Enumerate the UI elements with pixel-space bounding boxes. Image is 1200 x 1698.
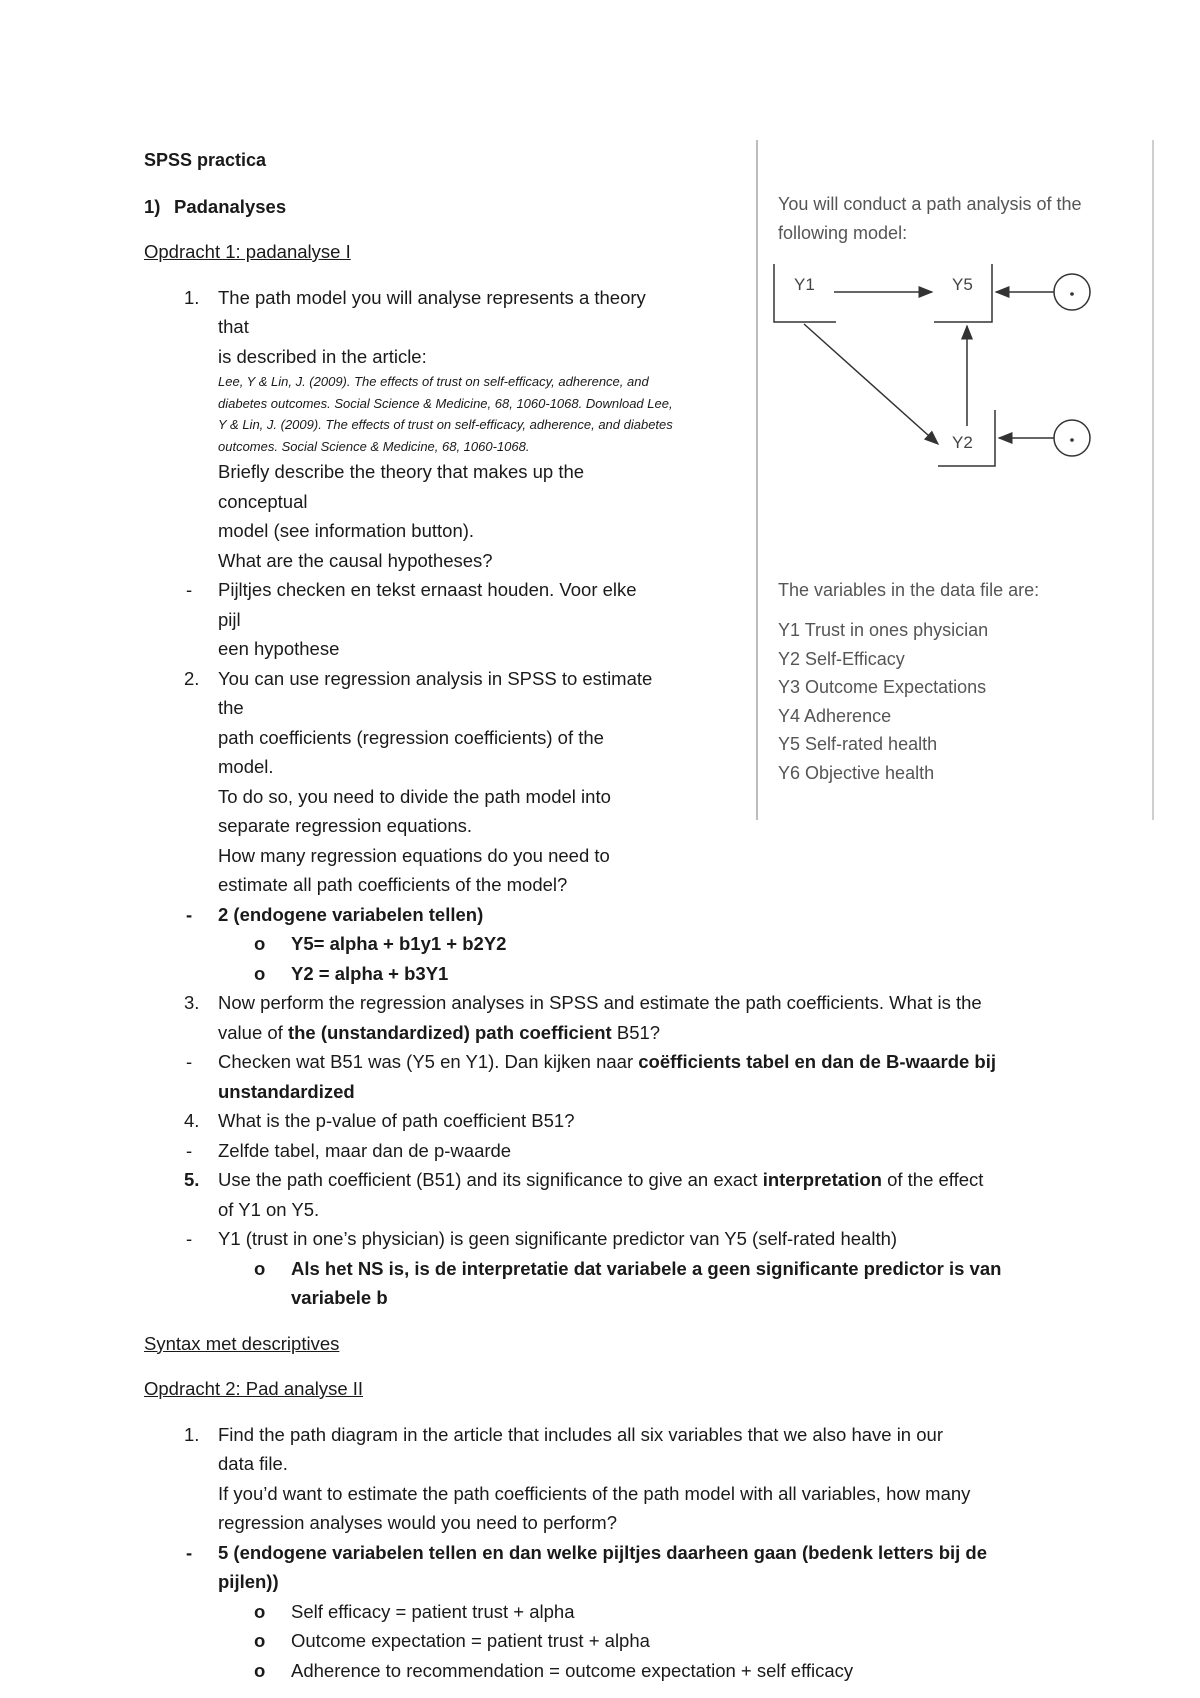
dash-bullet: - bbox=[186, 1139, 193, 1161]
answer-text: Y1 (trust in one’s physician) is geen significante predictor van Y5 (self-rated health) bbox=[218, 1228, 898, 1249]
y2-label: Y2 bbox=[952, 433, 973, 452]
answer-1 bbox=[144, 575, 664, 664]
question-text: path coefficients (regression coefficients) of the model. bbox=[218, 726, 604, 777]
dash-bullet: - bbox=[186, 1051, 193, 1072]
text-span-bold: coëfficients tabel en dan de B-waarde bij bbox=[638, 1051, 997, 1072]
answer-3 bbox=[144, 1047, 1064, 1106]
answer-text: 5 (endogene variabelen tellen en dan welke pijltjes daarheen gaan (bedenk letters bij de bbox=[218, 1541, 988, 1563]
answer-text: 2 (endogene variabelen tellen) bbox=[218, 903, 484, 925]
equation-text: Y5= alpha + b1y1 + b2Y2 bbox=[291, 933, 507, 954]
question-text bbox=[218, 1165, 1064, 1195]
question-text: How many regression equations do you need to bbox=[218, 844, 610, 866]
answer-text: Pijltjes checken en tekst ernaast houden. Voor elke pijl bbox=[218, 579, 637, 630]
circle-bullet: o bbox=[254, 1630, 266, 1651]
arrow-y1-y2 bbox=[804, 324, 938, 444]
question-1 bbox=[144, 283, 664, 372]
reference-line: Lee, Y & Lin, J. (2009). The effects of trust on self-efficacy, adherence, and bbox=[218, 374, 649, 389]
text-span: of the effect bbox=[881, 1169, 984, 1190]
circle-bullet: o bbox=[254, 1257, 266, 1279]
question-1-cont bbox=[144, 457, 664, 575]
y5-label: Y5 bbox=[952, 275, 973, 294]
panel-border-right bbox=[1152, 140, 1154, 820]
document-title: SPSS practica bbox=[144, 150, 267, 170]
syntax-heading: Syntax met descriptives bbox=[144, 1332, 340, 1354]
y1-label: Y1 bbox=[794, 275, 815, 294]
question-text: data file. bbox=[218, 1453, 288, 1474]
text-span: B51? bbox=[611, 1021, 661, 1043]
question-text: The path model you will analyse represents a theory that bbox=[218, 286, 646, 337]
equation-text: Y2 = alpha + b3Y1 bbox=[291, 962, 449, 984]
question-4 bbox=[144, 1106, 1064, 1136]
item-text: Outcome expectation = patient trust + alpha bbox=[291, 1630, 650, 1651]
answer-text: pijlen)) bbox=[218, 1571, 279, 1592]
question-text bbox=[218, 1018, 1064, 1048]
opdracht1-heading: Opdracht 1: padanalyse I bbox=[144, 241, 351, 262]
question-text: What is the p-value of path coefficient B51? bbox=[218, 1110, 575, 1131]
section-title: Padanalyses bbox=[174, 195, 287, 217]
circle-bullet: o bbox=[254, 1600, 266, 1622]
question-text: If you’d want to estimate the path coefficients of the path model with all variables, how many bbox=[218, 1482, 971, 1504]
panel-intro-line: You will conduct a path analysis of the bbox=[778, 194, 1082, 214]
dash-bullet: - bbox=[186, 579, 193, 600]
question-text: of Y1 on Y5. bbox=[218, 1198, 320, 1220]
question-number: 1. bbox=[184, 1423, 200, 1445]
panel-intro bbox=[778, 190, 1118, 247]
reference-line: outcomes. Social Science & Medicine, 68, 1060-1068. bbox=[218, 438, 530, 454]
answer-4 bbox=[144, 1136, 1064, 1166]
y5-node bbox=[934, 264, 992, 322]
question-number: 3. bbox=[184, 992, 200, 1013]
path-diagram bbox=[772, 260, 1152, 500]
error-dot bbox=[1070, 292, 1074, 296]
dash-bullet: - bbox=[186, 1228, 193, 1249]
reference-line: Y & Lin, J. (2009). The effects of trust on self-efficacy, adherence, and diabetes bbox=[218, 417, 673, 432]
answer-2 bbox=[144, 900, 664, 930]
question-number: 1. bbox=[184, 286, 200, 308]
circle-bullet: o bbox=[254, 1659, 266, 1681]
dash-bullet: - bbox=[186, 1541, 193, 1563]
text-span-bold: the (unstandardized) path coefficient bbox=[287, 1021, 612, 1043]
opdracht2-heading: Opdracht 2: Pad analyse II bbox=[144, 1378, 364, 1399]
error-dot bbox=[1070, 438, 1074, 442]
question-text: model (see information button). bbox=[218, 520, 475, 541]
answer-text: een hypothese bbox=[218, 638, 340, 659]
panel-border-left bbox=[756, 140, 758, 820]
question-text: Briefly describe the theory that makes up the conceptual bbox=[218, 461, 585, 512]
variable-item: Y6 Objective health bbox=[778, 762, 935, 783]
text-span: Use the path coefficient (B51) and its significance to give an exact bbox=[218, 1169, 763, 1190]
answer-text: Als het NS is, is de interpretatie dat variabele a geen significante predictor is van bbox=[291, 1257, 1002, 1279]
reference-line: diabetes outcomes. Social Science & Medicine, 68, 1060-1068. Download Lee, bbox=[218, 395, 673, 411]
path-model-panel bbox=[756, 140, 1156, 820]
question-text: is described in the article: bbox=[218, 345, 427, 367]
question-number: 5. bbox=[184, 1169, 200, 1190]
question-text: separate regression equations. bbox=[218, 815, 473, 836]
question-3 bbox=[144, 988, 1064, 1047]
opdracht2-question-1 bbox=[144, 1420, 1064, 1538]
error-term-y2 bbox=[1054, 420, 1090, 456]
question-text: You can use regression analysis in SPSS to estimate the bbox=[218, 667, 653, 718]
variable-item: Y4 Adherence bbox=[778, 705, 892, 726]
opdracht2-item bbox=[144, 1626, 1064, 1656]
variable-item: Y3 Outcome Expectations bbox=[778, 677, 987, 697]
question-5 bbox=[144, 1165, 1064, 1224]
text-span-bold: interpretation bbox=[762, 1169, 882, 1190]
answer-5-sub bbox=[144, 1254, 1064, 1313]
opdracht2-item bbox=[144, 1656, 1064, 1686]
question-text: estimate all path coefficients of the model? bbox=[218, 874, 568, 895]
item-text: Adherence to recommendation = outcome expectation + self efficacy bbox=[291, 1659, 854, 1681]
question-text: To do so, you need to divide the path model into bbox=[218, 785, 611, 807]
dash-bullet: - bbox=[186, 903, 193, 925]
question-text: Find the path diagram in the article that includes all six variables that we also have in our bbox=[218, 1423, 943, 1445]
variable-item: Y5 Self-rated health bbox=[778, 734, 938, 754]
article-reference bbox=[144, 371, 718, 457]
circle-bullet: o bbox=[254, 933, 266, 954]
circle-bullet: o bbox=[254, 962, 266, 984]
equation-2 bbox=[144, 959, 664, 989]
variable-item: Y1 Trust in ones physician bbox=[778, 620, 989, 640]
item-text: Self efficacy = patient trust + alpha bbox=[291, 1600, 575, 1622]
answer-text: unstandardized bbox=[218, 1080, 355, 1102]
equation-1 bbox=[144, 929, 664, 959]
panel-intro-line: following model: bbox=[778, 222, 908, 243]
error-term-y5 bbox=[1054, 274, 1090, 310]
answer-text: variabele b bbox=[291, 1287, 388, 1308]
question-2 bbox=[144, 664, 664, 900]
text-span: Checken wat B51 was (Y5 en Y1). Dan kijken naar bbox=[218, 1051, 639, 1072]
variable-item: Y2 Self-Efficacy bbox=[778, 648, 905, 669]
opdracht2-answer-1 bbox=[144, 1538, 1064, 1597]
answer-text bbox=[218, 1047, 1064, 1077]
section-number: 1) bbox=[144, 195, 161, 217]
answer-text: Zelfde tabel, maar dan de p-waarde bbox=[218, 1139, 512, 1161]
question-number: 2. bbox=[184, 667, 200, 689]
text-span: value of bbox=[218, 1021, 288, 1043]
question-text: regression analyses would you need to perform? bbox=[218, 1512, 618, 1533]
variables-title: The variables in the data file are: bbox=[778, 580, 1040, 600]
variables-list bbox=[778, 616, 988, 787]
opdracht2-item bbox=[144, 1597, 1064, 1627]
question-text: What are the causal hypotheses? bbox=[218, 549, 493, 571]
y1-node bbox=[774, 264, 836, 322]
question-number: 4. bbox=[184, 1110, 200, 1131]
answer-5 bbox=[144, 1224, 1064, 1254]
question-text: Now perform the regression analyses in SPSS and estimate the path coefficients. What is the bbox=[218, 992, 982, 1013]
